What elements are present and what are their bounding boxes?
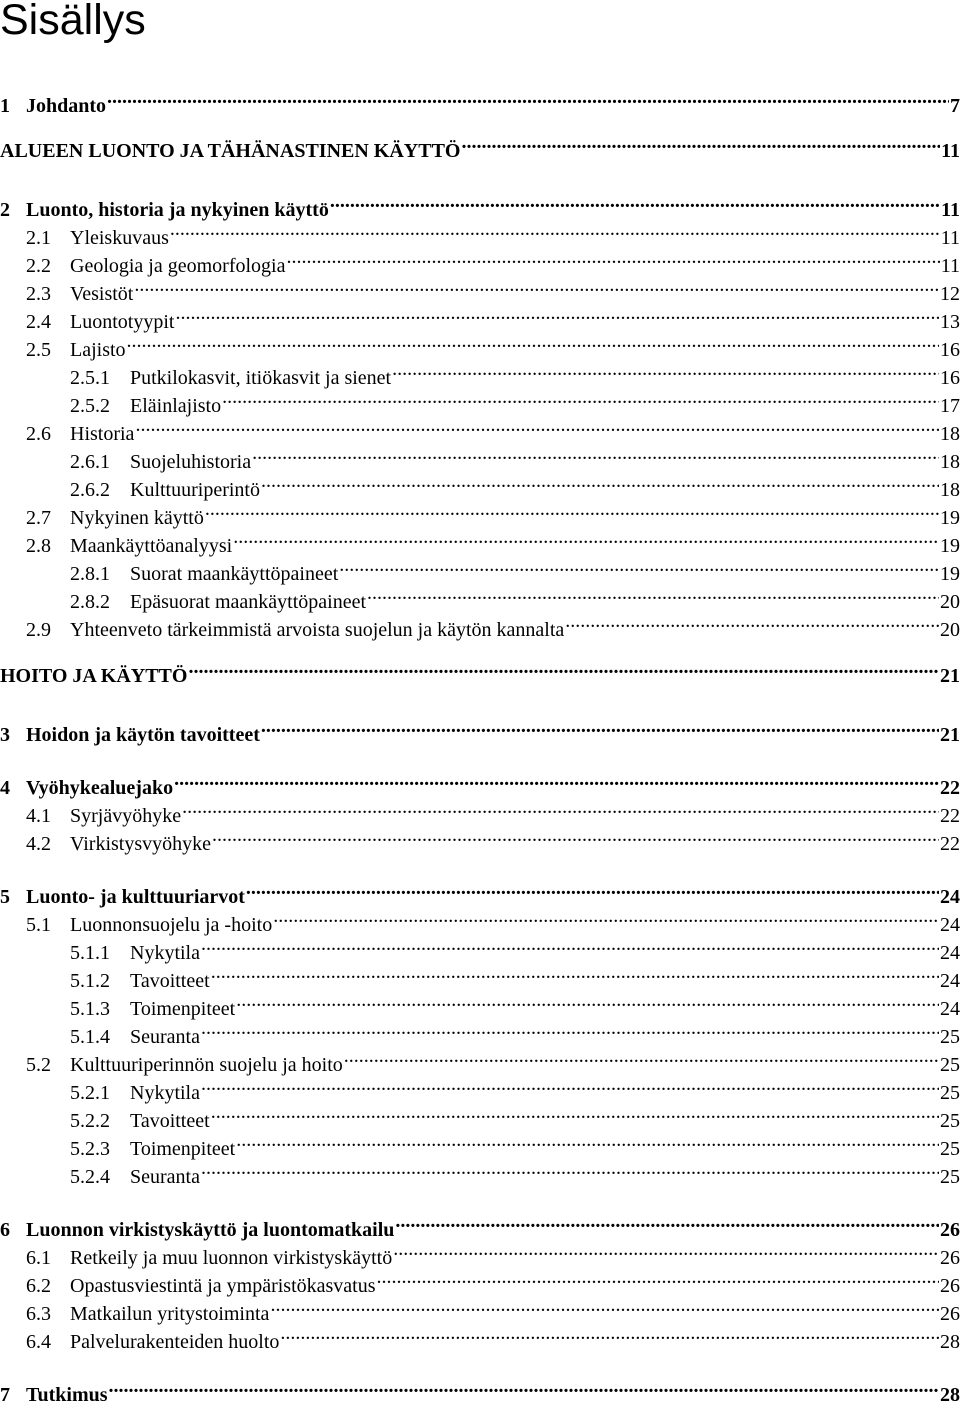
toc-entry-number: 5.1.4 <box>70 1026 110 1048</box>
toc-entry-number: 6.1 <box>26 1247 51 1269</box>
toc-entry-page-number: 18 <box>940 479 960 501</box>
dot-leader <box>392 358 939 384</box>
toc-entry-number: 5.2.3 <box>70 1138 110 1160</box>
toc-entry-number: 2.5 <box>26 339 51 361</box>
dot-leader <box>109 1375 939 1401</box>
dot-leader <box>201 1157 939 1183</box>
toc-entry[interactable] <box>0 414 960 445</box>
toc-entry[interactable] <box>0 1045 960 1076</box>
toc-entry-label: Tavoitteet <box>130 1110 210 1132</box>
toc-entry-number: 7 <box>0 1384 10 1406</box>
toc-entry[interactable] <box>0 330 960 361</box>
toc-entry-page-number: 24 <box>940 914 960 936</box>
toc-entry-label: Yhteenveto tärkeimmistä arvoista suojelun ja käytön kannalta <box>70 619 565 641</box>
toc-entry-page-number: 21 <box>940 724 960 746</box>
toc-entry-label: Luonnon virkistyskäyttö ja luontomatkailu <box>26 1219 395 1241</box>
toc-entry[interactable] <box>0 1294 960 1325</box>
toc-entry[interactable] <box>0 768 960 799</box>
toc-entry-number: 2.7 <box>26 507 51 529</box>
toc-entry[interactable] <box>0 796 960 827</box>
toc-entry-label: Epäsuorat maankäyttöpaineet <box>130 591 367 613</box>
toc-entry[interactable] <box>0 526 960 557</box>
toc-entry[interactable] <box>0 554 960 585</box>
dot-leader <box>175 302 939 328</box>
toc-entry[interactable] <box>0 877 960 908</box>
dot-leader <box>395 1210 939 1236</box>
dot-leader <box>461 131 940 157</box>
dot-leader <box>393 1238 939 1264</box>
toc-entry-number: 2.4 <box>26 311 51 333</box>
toc-entry[interactable] <box>0 246 960 277</box>
toc-entry[interactable] <box>0 715 960 746</box>
toc-entry-page-number: 11 <box>940 227 960 249</box>
toc-entry[interactable] <box>0 274 960 305</box>
toc-entry-label: HOITO JA KÄYTTÖ <box>0 665 188 687</box>
toc-entry[interactable] <box>0 961 960 992</box>
toc-entry-page-number: 24 <box>940 886 960 908</box>
dot-leader <box>270 1294 939 1320</box>
toc-entry[interactable] <box>0 1157 960 1188</box>
toc-entry-number: 2.8.1 <box>70 563 110 585</box>
toc-entry-label: ALUEEN LUONTO JA TÄHÄNASTINEN KÄYTTÖ <box>0 140 461 162</box>
toc-entry-page-number: 16 <box>940 339 960 361</box>
toc-entry-page-number: 16 <box>940 367 960 389</box>
toc-entry-number: 5.2.2 <box>70 1110 110 1132</box>
dot-leader <box>236 1129 939 1155</box>
toc-entry-label: Retkeily ja muu luonnon virkistyskäyttö <box>70 1247 393 1269</box>
toc-entry[interactable] <box>0 824 960 855</box>
toc-entry-page-number: 25 <box>940 1082 960 1104</box>
toc-entry-number: 2.3 <box>26 283 51 305</box>
toc-entry-page-number: 11 <box>940 255 960 277</box>
toc-entry-page-number: 25 <box>940 1166 960 1188</box>
toc-entry-number: 5.2 <box>26 1054 51 1076</box>
toc-entry-page-number: 25 <box>940 1138 960 1160</box>
toc-entry-number: 2 <box>0 199 10 221</box>
toc-entry[interactable] <box>0 1238 960 1269</box>
toc-entry-number: 4.1 <box>26 805 51 827</box>
toc-entry-page-number: 25 <box>940 1054 960 1076</box>
toc-entry-label: Suorat maankäyttöpaineet <box>130 563 339 585</box>
toc-entry-label: Toimenpiteet <box>130 1138 236 1160</box>
toc-entry-page-number: 26 <box>940 1247 960 1269</box>
toc-entry-label: Suojeluhistoria <box>130 451 252 473</box>
toc-entry[interactable] <box>0 905 960 936</box>
toc-entry-number: 2.8 <box>26 535 51 557</box>
toc-entry[interactable] <box>0 1129 960 1160</box>
toc-entry-number: 6.3 <box>26 1303 51 1325</box>
toc-entry-label: Luonto, historia ja nykyinen käyttö <box>26 199 329 221</box>
toc-entry-page-number: 22 <box>940 777 960 799</box>
toc-entry-number: 2.5.2 <box>70 395 110 417</box>
toc-entry-label: Palvelurakenteiden huolto <box>70 1331 280 1353</box>
toc-entry-number: 2.6.1 <box>70 451 110 473</box>
dot-leader <box>211 1101 939 1127</box>
page-title: Sisällys <box>0 0 146 44</box>
dot-leader <box>201 933 939 959</box>
toc-entry-page-number: 18 <box>940 423 960 445</box>
toc-entry-page-number: 24 <box>940 998 960 1020</box>
toc-entry-page-number: 12 <box>940 283 960 305</box>
toc-entry-page-number: 19 <box>940 563 960 585</box>
toc-entry-page-number: 13 <box>940 311 960 333</box>
toc-entry-label: Luontotyypit <box>70 311 175 333</box>
dot-leader <box>280 1322 939 1348</box>
toc-entry[interactable] <box>0 1210 960 1241</box>
toc-entry[interactable] <box>0 933 960 964</box>
toc-entry[interactable] <box>0 302 960 333</box>
toc-entry-page-number: 19 <box>940 535 960 557</box>
toc-entry-label: Johdanto <box>26 95 107 117</box>
dot-leader <box>188 656 939 682</box>
dot-leader <box>233 526 939 552</box>
dot-leader <box>170 218 940 244</box>
dot-leader <box>135 414 939 440</box>
dot-leader <box>134 274 939 300</box>
dot-leader <box>565 610 939 636</box>
toc-entry-number: 6.4 <box>26 1331 51 1353</box>
dot-leader <box>339 554 939 580</box>
toc-entry-label: Nykytila <box>130 1082 200 1104</box>
toc-entry[interactable] <box>0 190 960 221</box>
toc-entry[interactable] <box>0 1375 960 1406</box>
toc-entry-page-number: 7 <box>950 95 960 117</box>
toc-entry-label: Maankäyttöanalyysi <box>70 535 233 557</box>
dot-leader <box>287 246 940 272</box>
toc-entry-number: 6 <box>0 1219 10 1241</box>
dot-leader <box>212 824 939 850</box>
toc-entry-label: Kulttuuriperinnön suojelu ja hoito <box>70 1054 343 1076</box>
toc-entry-number: 6.2 <box>26 1275 51 1297</box>
toc-entry-label: Nykyinen käyttö <box>70 507 204 529</box>
toc-entry-page-number: 20 <box>940 591 960 613</box>
toc-entry-page-number: 22 <box>940 833 960 855</box>
toc-entry[interactable] <box>0 498 960 529</box>
dot-leader <box>182 796 939 822</box>
toc-entry-number: 2.2 <box>26 255 51 277</box>
dot-leader <box>222 386 939 412</box>
toc-entry-number: 2.6.2 <box>70 479 110 501</box>
toc-entry-page-number: 24 <box>940 942 960 964</box>
toc-entry-label: Nykytila <box>130 942 200 964</box>
toc-entry-label: Tavoitteet <box>130 970 210 992</box>
toc-entry-label: Kulttuuriperintö <box>130 479 260 501</box>
toc-entry-number: 2.8.2 <box>70 591 110 613</box>
dot-leader <box>205 498 939 524</box>
dot-leader <box>273 905 939 931</box>
toc-entry-page-number: 24 <box>940 970 960 992</box>
toc-entry-number: 2.1 <box>26 227 51 249</box>
toc-entry-label: Tutkimus <box>26 1384 108 1406</box>
toc-entry[interactable] <box>0 1266 960 1297</box>
toc-entry-page-number: 26 <box>940 1275 960 1297</box>
toc-entry-number: 5.2.1 <box>70 1082 110 1104</box>
toc-entry-number: 5.1 <box>26 914 51 936</box>
toc-entry-label: Eläinlajisto <box>130 395 222 417</box>
toc-entry-number: 2.5.1 <box>70 367 110 389</box>
toc-entry[interactable] <box>0 989 960 1020</box>
toc-entry-number: 5.1.1 <box>70 942 110 964</box>
toc-entry-page-number: 11 <box>941 140 960 162</box>
toc-entry-number: 1 <box>0 95 10 117</box>
toc-entry-label: Matkailun yritystoiminta <box>70 1303 270 1325</box>
dot-leader <box>261 470 939 496</box>
toc-entry-label: Hoidon ja käytön tavoitteet <box>26 724 260 746</box>
toc-entry-number: 5.1.3 <box>70 998 110 1020</box>
toc-entry[interactable] <box>0 442 960 473</box>
toc-entry[interactable] <box>0 218 960 249</box>
toc-entry-label: Lajisto <box>70 339 126 361</box>
toc-entry-label: Toimenpiteet <box>130 998 236 1020</box>
toc-entry-label: Vesistöt <box>70 283 134 305</box>
dot-leader <box>261 715 939 741</box>
toc-entry[interactable] <box>0 86 960 117</box>
dot-leader <box>377 1266 939 1292</box>
toc-entry-page-number: 20 <box>940 619 960 641</box>
toc-entry[interactable] <box>0 358 960 389</box>
toc-entry-page-number: 11 <box>941 199 960 221</box>
toc-entry-page-number: 18 <box>940 451 960 473</box>
toc-entry-page-number: 21 <box>940 665 960 687</box>
dot-leader <box>252 442 939 468</box>
toc-entry[interactable] <box>0 610 960 641</box>
dot-leader <box>246 877 939 903</box>
dot-leader <box>127 330 939 356</box>
toc-entry-label: Vyöhykealuejako <box>26 777 174 799</box>
dot-leader <box>107 86 949 112</box>
toc-entry-label: Geologia ja geomorfologia <box>70 255 286 277</box>
dot-leader <box>201 1017 939 1043</box>
toc-entry-number: 3 <box>0 724 10 746</box>
toc-entry-number: 5.2.4 <box>70 1166 110 1188</box>
toc-entry-label: Luonnonsuojelu ja -hoito <box>70 914 273 936</box>
toc-entry-number: 4.2 <box>26 833 51 855</box>
dot-leader <box>211 961 939 987</box>
dot-leader <box>201 1073 939 1099</box>
toc-entry[interactable] <box>0 582 960 613</box>
dot-leader <box>330 190 940 216</box>
toc-entry-page-number: 19 <box>940 507 960 529</box>
toc-entry-page-number: 22 <box>940 805 960 827</box>
toc-entry[interactable] <box>0 1322 960 1353</box>
dot-leader <box>174 768 939 794</box>
toc-entry-label: Putkilokasvit, itiökasvit ja sienet <box>130 367 392 389</box>
toc-entry[interactable] <box>0 131 960 162</box>
toc-entry[interactable] <box>0 470 960 501</box>
toc-entry-label: Syrjävyöhyke <box>70 805 182 827</box>
toc-entry[interactable] <box>0 1017 960 1048</box>
toc-entry-label: Seuranta <box>130 1166 200 1188</box>
toc-entry-number: 5 <box>0 886 10 908</box>
toc-entry[interactable] <box>0 1073 960 1104</box>
toc-entry[interactable] <box>0 1101 960 1132</box>
toc-entry-page-number: 28 <box>940 1331 960 1353</box>
toc-entry-number: 2.9 <box>26 619 51 641</box>
dot-leader <box>344 1045 939 1071</box>
toc-entry-label: Opastusviestintä ja ympäristökasvatus <box>70 1275 376 1297</box>
toc-entry[interactable] <box>0 386 960 417</box>
toc-entry-number: 4 <box>0 777 10 799</box>
toc-entry-page-number: 25 <box>940 1110 960 1132</box>
dot-leader <box>367 582 939 608</box>
toc-entry[interactable] <box>0 656 960 687</box>
toc-entry-page-number: 17 <box>940 395 960 417</box>
toc-entry-label: Virkistysvyöhyke <box>70 833 212 855</box>
toc-entry-page-number: 28 <box>940 1384 960 1406</box>
toc-entry-label: Historia <box>70 423 135 445</box>
toc-entry-page-number: 26 <box>940 1303 960 1325</box>
toc-entry-label: Luonto- ja kulttuuriarvot <box>26 886 245 908</box>
toc-entry-label: Seuranta <box>130 1026 200 1048</box>
toc-entry-number: 5.1.2 <box>70 970 110 992</box>
toc-entry-page-number: 25 <box>940 1026 960 1048</box>
toc-entry-number: 2.6 <box>26 423 51 445</box>
dot-leader <box>236 989 939 1015</box>
toc-entry-label: Yleiskuvaus <box>70 227 169 249</box>
toc-entry-page-number: 26 <box>940 1219 960 1241</box>
